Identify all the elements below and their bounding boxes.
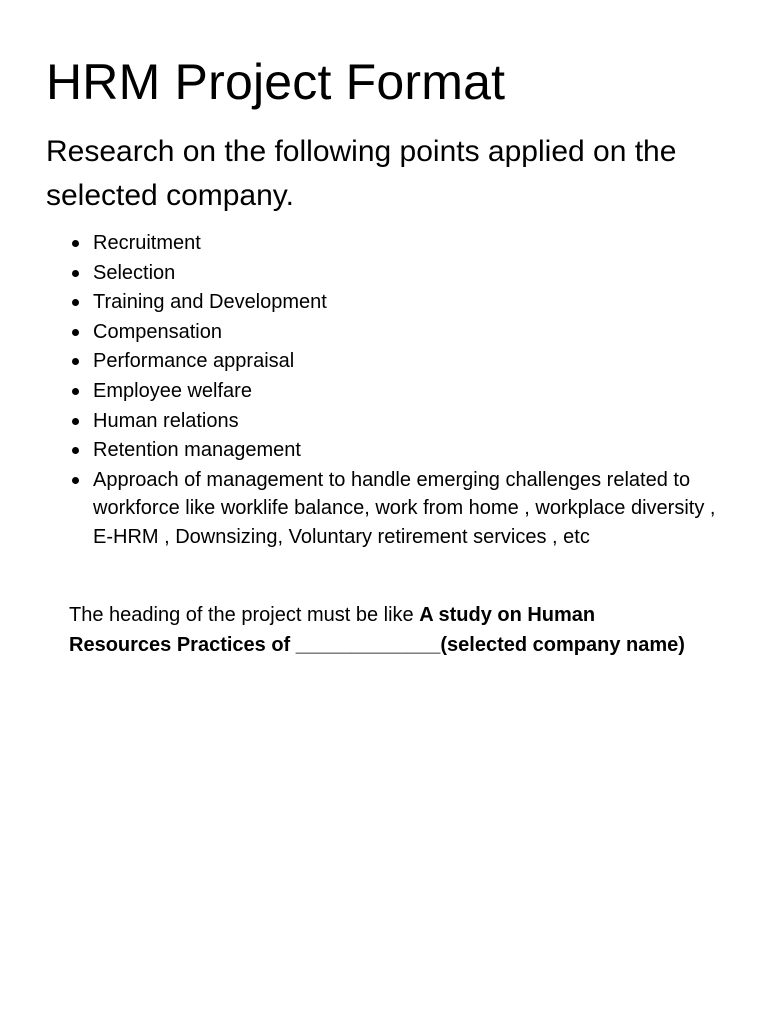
list-item-text: Recruitment (93, 232, 201, 254)
bullet-icon (72, 299, 79, 306)
list-item-text: Approach of management to handle emerging challenges related to workforce like worklife balance, work from home , workplace diversity , E-HRM , Downsizing, Voluntary retirement services , etc (93, 468, 716, 548)
page-title: HRM Project Format (46, 54, 506, 110)
bullet-icon (72, 270, 79, 277)
list-item (0, 466, 723, 552)
list-item (0, 436, 740, 466)
bullet-icon (72, 358, 79, 365)
list-item (0, 407, 740, 437)
list-item-text: Training and Development (93, 291, 327, 314)
list-item-text: Performance appraisal (93, 350, 295, 373)
bullet-icon (72, 418, 79, 425)
bullet-icon (72, 477, 79, 484)
page-subtitle: Research on the following points applied on the selected company. (46, 135, 677, 212)
research-points-list (0, 229, 740, 551)
list-item (0, 377, 740, 407)
bullet-icon (72, 329, 79, 336)
list-item (0, 259, 740, 289)
note-text: The heading of the project must be like (69, 604, 420, 626)
list-item (0, 288, 740, 318)
list-item-text: Compensation (93, 320, 222, 343)
list-item-text: Employee welfare (93, 379, 252, 402)
list-item (0, 347, 740, 377)
list-item-text: Human relations (93, 409, 239, 432)
note-bold-line1: A study on Human (419, 604, 596, 626)
project-heading-note (69, 601, 709, 660)
bullet-icon (72, 447, 79, 454)
bullet-icon (72, 388, 79, 395)
list-item-text: Retention management (93, 439, 301, 462)
note-bold-line2: Resources Practices of _____________(selected company name) (69, 633, 685, 656)
list-item (0, 318, 740, 348)
bullet-icon (72, 240, 79, 247)
list-item-text: Selection (93, 261, 176, 284)
list-item (0, 229, 740, 259)
